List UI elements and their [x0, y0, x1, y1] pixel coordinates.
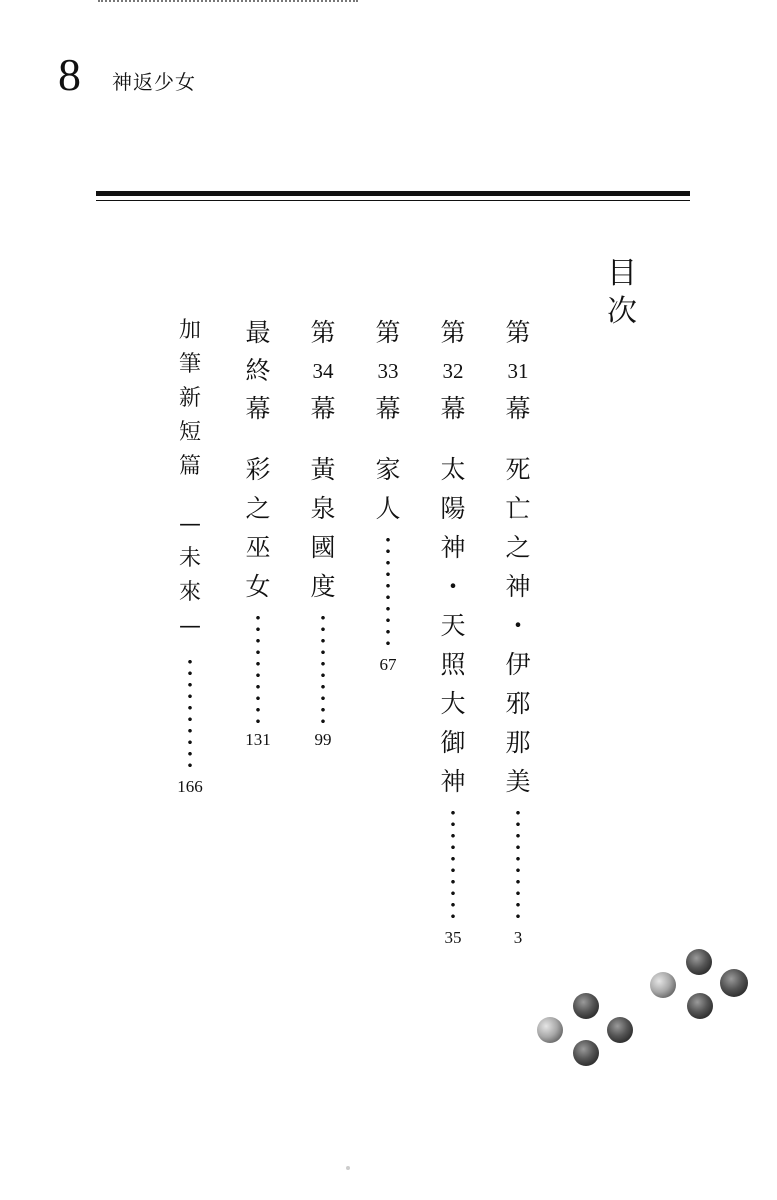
page-number: 35: [444, 928, 462, 947]
chapter-title-char: 陽: [440, 494, 466, 523]
chapter-title-char: 家: [375, 455, 401, 484]
chapter-number: 32: [442, 359, 464, 383]
chapter-prefix: 終: [245, 356, 271, 385]
chapter-number: 31: [507, 359, 529, 383]
chapter-title-char: 女: [245, 572, 271, 601]
chapter-title-char: 伊: [505, 650, 531, 679]
chapter-title-char: 死: [505, 455, 531, 484]
chapter-suffix: 幕: [375, 394, 401, 423]
chapter-title-char: 神: [505, 572, 531, 601]
deco-dot: [650, 972, 676, 998]
deco-dot: [687, 993, 713, 1019]
chapter-suffix: 幕: [310, 394, 336, 423]
chapter-prefix: 短: [178, 420, 201, 445]
toc-heading-char: 目: [607, 256, 637, 291]
chapter-title-char: 神: [440, 533, 466, 562]
chapter-title-char: 美: [505, 767, 531, 796]
chapter-prefix: 筆: [178, 352, 201, 377]
page-number: 131: [245, 730, 271, 749]
chapter-title-char: 彩: [245, 455, 271, 484]
chapter-title-char: 國: [310, 533, 336, 562]
title-dash: —: [179, 512, 201, 537]
chapter-title-char: 亡: [505, 494, 531, 523]
deco-dot: [573, 993, 599, 1019]
chapter-title-char: 度: [310, 572, 336, 601]
chapter-title-char: 之: [505, 533, 531, 562]
deco-dot: [720, 969, 748, 997]
chapter-title-char: 大: [440, 689, 466, 718]
chapter-title-char: 神: [440, 767, 466, 796]
chapter-prefix: 幕: [245, 394, 271, 423]
page-footer-mark: [346, 1166, 350, 1170]
title-dash: —: [179, 614, 201, 639]
chapter-title-char: 人: [375, 494, 401, 523]
chapter-title-char: 太: [440, 455, 466, 484]
chapter-title-char: 之: [245, 494, 271, 523]
chapter-title-char: 邪: [505, 689, 531, 718]
chapter-prefix: 第: [440, 318, 466, 347]
chapter-prefix: 新: [178, 386, 201, 411]
chapter-title-char: 天: [440, 611, 466, 640]
page-number: 166: [177, 777, 203, 796]
volume-number: 8: [58, 49, 81, 100]
chapter-title-char: ・: [505, 611, 531, 640]
page-number: 67: [379, 655, 397, 674]
chapter-title-char: ・: [440, 572, 466, 601]
chapter-number: 33: [377, 359, 399, 383]
deco-dot: [573, 1040, 599, 1066]
chapter-title-char: 黃: [310, 455, 336, 484]
page-number: 3: [513, 928, 523, 947]
chapter-title-char: 御: [440, 728, 466, 757]
chapter-title-char: 未: [178, 546, 201, 571]
chapter-title-char: 巫: [245, 533, 271, 562]
chapter-prefix: 篇: [178, 454, 201, 479]
chapter-title-char: 來: [178, 580, 201, 605]
chapter-prefix: 最: [245, 318, 271, 347]
deco-dot: [686, 949, 712, 975]
chapter-prefix: 第: [310, 318, 336, 347]
page-number: 99: [314, 730, 332, 749]
chapter-suffix: 幕: [440, 394, 466, 423]
chapter-title-char: 那: [505, 728, 531, 757]
series-title: 神返少女: [112, 70, 196, 94]
chapter-prefix: 第: [375, 318, 401, 347]
chapter-title-char: 泉: [310, 494, 336, 523]
chapter-prefix: 第: [505, 318, 531, 347]
deco-dot: [607, 1017, 633, 1043]
chapter-title-char: 照: [440, 650, 466, 679]
chapter-number: 34: [312, 359, 334, 383]
chapter-prefix: 加: [178, 318, 201, 343]
deco-dot: [537, 1017, 563, 1043]
toc-heading-char: 次: [607, 294, 637, 329]
chapter-suffix: 幕: [505, 394, 531, 423]
